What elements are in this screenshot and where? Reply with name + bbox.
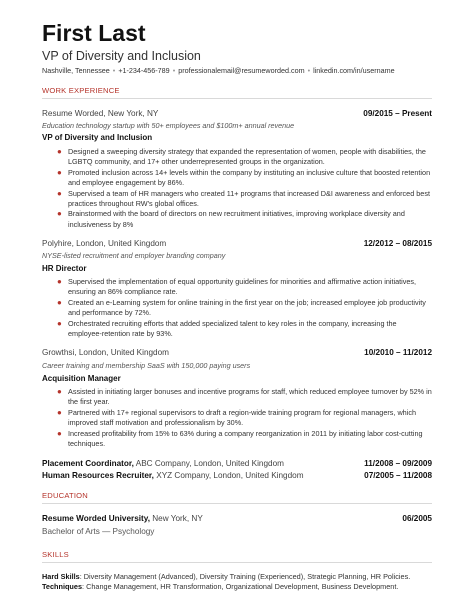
section-divider (42, 503, 432, 504)
extra-role-dates: 11/2008 – 09/2009 (364, 459, 432, 468)
section-title-skills: SKILLS (42, 550, 69, 559)
section-title-education: EDUCATION (42, 491, 88, 500)
skills-tech-label: Techniques (42, 582, 83, 591)
bullet-item: ● Supervised a team of HR managers who created 11+ programs that increased D&I awareness and enforced best practices throughout RW's global offices. (57, 188, 430, 209)
contact-linkedin[interactable]: linkedin.com/in/username (313, 66, 395, 75)
job-bullets (57, 277, 432, 339)
section-divider (42, 98, 432, 99)
job-header (42, 239, 432, 250)
job-description: Career training and membership SaaS with 150,000 paying users (42, 361, 251, 370)
job-role: VP of Diversity and Inclusion (42, 133, 153, 142)
bullet-item: ● Increased profitability from 15% to 63% during a company reorganization in 2011 by initiating labor cost-cutting techniques. (57, 428, 423, 449)
job-bullets (57, 387, 432, 449)
extra-role-title: Placement Coordinator, (42, 459, 134, 468)
job-header (42, 348, 432, 359)
job-bullets (57, 147, 432, 230)
job-role: HR Director (42, 264, 87, 273)
extra-role-company: ABC Company, London, United Kingdom (135, 459, 284, 468)
contact-line: Nashville, Tennessee • +1-234-456-789 • professionalemail@resumeworded.com • linkedin.com/in/username (42, 66, 395, 75)
education-degree: Bachelor of Arts — Psychology (42, 527, 155, 536)
extra-role (42, 459, 432, 470)
extra-role (42, 471, 432, 482)
section-title-work: WORK EXPERIENCE (42, 86, 120, 95)
job-company: Resume Worded, New York, NY (42, 109, 159, 118)
skills-techniques (42, 582, 437, 591)
contact-email[interactable]: professionalemail@resumeworded.com (178, 66, 305, 75)
job-description: NYSE-listed recruitment and employer branding company (42, 251, 226, 260)
contact-phone[interactable]: +1-234-456-789 (118, 66, 170, 75)
bullet-item: ● Orchestrated recruiting efforts that added specialized talent to key roles in the company, increasing the employee-retention rate by 93%. (57, 318, 397, 339)
candidate-title: VP of Diversity and Inclusion (42, 49, 201, 63)
bullet-item: ● Designed a sweeping diversity strategy that expanded the representation of women, people with disabilities, the LGBTQ community, and 17+ other underrepresented groups in the organization. (57, 147, 426, 167)
section-divider (42, 562, 432, 563)
skills-tech-list: : Change Management, HR Transformation, Organizational Development, Business Development. (82, 582, 399, 591)
education-location: New York, NY (152, 514, 203, 523)
extra-role-dates: 07/2005 – 11/2008 (364, 471, 432, 480)
job-dates: 10/2010 – 11/2012 (364, 348, 432, 357)
bullet-item: ● Promoted inclusion across 14+ levels within the company by instituting an inclusive culture that boosted retention and employee engagement by 86%. (57, 167, 431, 188)
contact-location: Nashville, Tennessee (42, 66, 110, 75)
candidate-name: First Last (42, 20, 146, 46)
skills-hard-label: Hard Skills (42, 572, 80, 581)
job-dates: 09/2015 – Present (363, 109, 432, 118)
skills-hard (42, 572, 437, 581)
education-header (42, 514, 432, 525)
job-role: Acquisition Manager (42, 374, 121, 383)
job-description: Education technology startup with 50+ employees and $100m+ annual revenue (42, 121, 295, 130)
bullet-item: ● Assisted in initiating larger bonuses and incentive programs for staff, which reduced employee turnover by 52% in the first year. (57, 387, 432, 407)
job-company: Polyhire, London, United Kingdom (42, 239, 167, 248)
bullet-item: ● Partnered with 17+ regional supervisors to draft a region-wide training program for regional managers, which improved staff motivation and professionalism by 30%. (57, 407, 416, 428)
job-dates: 12/2012 – 08/2015 (363, 239, 432, 248)
job-header (42, 109, 432, 120)
bullet-item: ● Brainstormed with the board of directors on new recruitment initiatives, improving workplace diversity and inclusiveness by 8% (57, 209, 405, 229)
job-company: Growthsi, London, United Kingdom (42, 348, 169, 357)
education-school: Resume Worded University, (42, 514, 150, 523)
skills-hard-list: : Diversity Management (Advanced), Diversity Training (Experienced), Strategic Planning, HR Policies. (79, 572, 411, 581)
extra-role-title: Human Resources Recruiter, (42, 471, 154, 480)
bullet-item: ● Created an e-Learning system for online training in the first year on the job; increased employee job productivity and performance by 72%. (57, 297, 426, 318)
bullet-item: ● Supervised the implementation of equal opportunity guidelines for minorities and affirmative action initiatives, ensuring an 86% compliance rate. (57, 277, 417, 297)
education-date: 06/2005 (402, 514, 432, 523)
extra-role-company: XYZ Company, London, United Kingdom (156, 471, 304, 480)
